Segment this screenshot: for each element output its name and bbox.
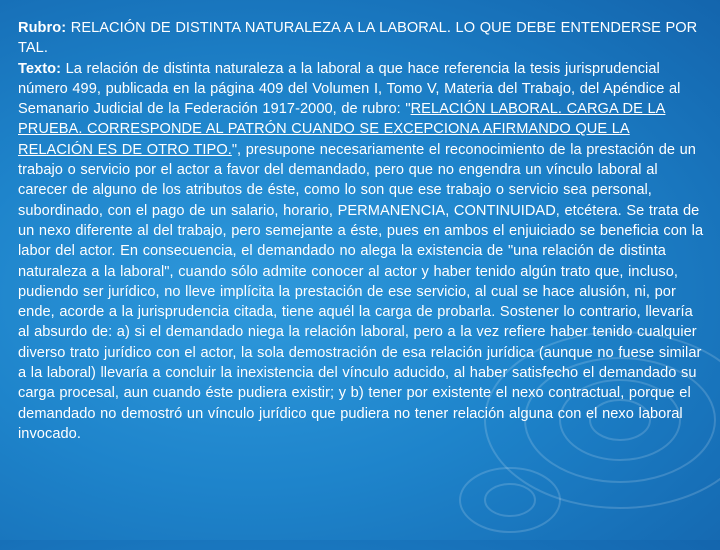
texto-part-2: ", presupone necesariamente el reconocimiento de la prestación de un trabajo o servicio por el actor a favor del demandado, pero que no engendra un vínculo laboral al carecer de alguno de los atributos de éste, como lo son que ese trabajo o servicio sea personal, subordinado, con el pago de un salario, horario, PERMANENCIA, CONTINUIDAD, etcétera. Se trata de un nexo diferente al del trabajo, pero semejante a éste, pues en ambos el enjuiciado se beneficia con la labor del actor. En consecuencia, el demandado no alega la existencia de "una relación de distinta naturaleza a la laboral", cuando sólo admite conocer al actor y haber tenido algún trato que, incluso, pudiendo ser jurídico, no lleve implícita la prestación de ese servicio, al cual se hace alusión, ni, por ende, acorde a la jurisprudencia citada, tiene aquél la carga de probarla. Sostener lo contrario, llevaría al absurdo de: a) si el demandado niega la relación laboral, pero a la vez refiere haber tenido cualquier diverso trato jurídico con el actor, la sola demostración de esa relación jurídica (aunque no fuese similar a la laboral) llevaría a concluir la inexistencia del vínculo aducido, al haber satisfecho el demandado su carga procesal, aun cuando éste pudiera existir; y b) tener por existente el nexo contractual, porque el demandado no demostró un vínculo jurídico que pudiera no tener relación alguna con el nexo laboral invocado. [18, 141, 704, 442]
jurisprudence-link[interactable]: RELACIÓN LABORAL. CARGA DE LA PRUEBA. CORRESPONDE AL PATRÓN CUANDO SE EXCEPCIONA AFIRMANDO QUE LA RELACIÓN ES DE OTRO TIPO. [18, 101, 666, 158]
slide-body [18, 18, 704, 444]
texto-label: Texto: [18, 60, 61, 77]
rubro-label: Rubro: [18, 20, 67, 36]
texto-part-1: La relación de distinta naturaleza a la laboral a que hace referencia la tesis jurisprudencial número 499, publicada en la página 409 del Volumen I, Tomo V, Materia del Trabajo, del Apéndice al Semanario Judicial de la Federación 1917-2000, de rubro: " [18, 60, 681, 118]
rubro-text: RELACIÓN DE DISTINTA NATURALEZA A LA LABORAL. LO QUE DEBE ENTENDERSE POR TAL. [18, 20, 698, 57]
